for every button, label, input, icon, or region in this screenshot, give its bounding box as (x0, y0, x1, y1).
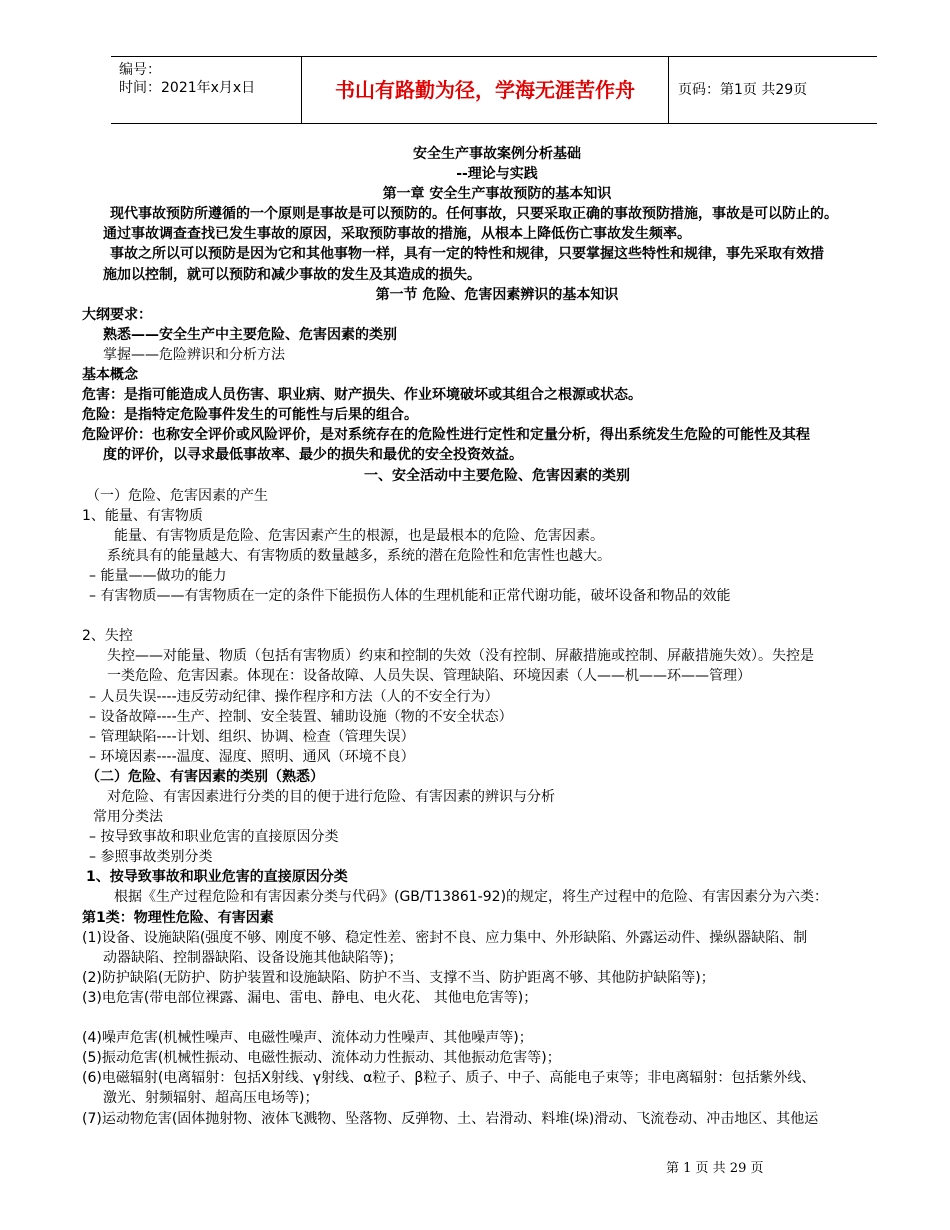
text-line: (5)振动危害(机械性振动、电磁性振动、流体动力性振动、其他振动危害等)； (82, 1050, 561, 1067)
text-line: 掌握——危险辨识和分析方法 (103, 346, 285, 363)
text-line: 施加以控制，就可以预防和减少事故的发生及其造成的损失。 (103, 266, 481, 283)
text-line: – 能量——做功的能力 (89, 567, 227, 584)
text-line: 对危险、有害因素进行分类的目的便于进行危险、有害因素的辨识与分析 (107, 789, 555, 805)
text-line: (4)噪声危害(机械性噪声、电磁性噪声、流体动力性噪声、其他噪声等)； (82, 1030, 533, 1047)
text-line: 动器缺陷、控制器缺陷、设备设施其他缺陷等)； (103, 949, 403, 966)
doc-time-label: 时间：2021年x月x日 (119, 80, 256, 96)
text-line: 危害：是指可能造成人员伤害、职业病、财产损失、作业环境破坏或其组合之根源或状态。 (82, 387, 642, 404)
text-line: 事故之所以可以预防是因为它和其他事物一样，具有一定的特性和规律，只要掌握这些特性和规律，事先采取有效措 (110, 246, 824, 263)
text-line: 一类危险、危害因素。体现在：设备故障、人员失误、管理缺陷、环境因素（人——机——环——管理） (107, 668, 751, 685)
text-line: 熟悉——安全生产中主要危险、危害因素的类别 (103, 326, 397, 343)
text-line: 能量、有害物质是危险、危害因素产生的根源，也是最根本的危险、危害因素。 (114, 527, 604, 544)
text-line: – 按导致事故和职业危害的直接原因分类 (89, 829, 339, 846)
text-line: – 人员失误----违反劳动纪律、操作程序和方法（人的不安全行为） (89, 688, 499, 705)
text-line: 失控——对能量、物质（包括有害物质）约束和控制的失效（没有控制、屏蔽措施或控制、屏蔽措施失效）。失控是 (107, 648, 814, 665)
text-line: --理论与实践 (456, 166, 538, 183)
blank-line (82, 606, 912, 626)
text-line: 系统具有的能量越大、有害物质的数量越多，系统的潜在危险性和危害性也越大。 (107, 547, 611, 564)
text-line: 安全生产事故案例分析基础 (413, 146, 581, 162)
header-page-info: 页码：第1页 共29页 (678, 82, 808, 98)
text-line: (2)防护缺陷(无防护、防护装置和设施缺陷、防护不当、支撑不当、防护距离不够、其他防护缺陷等)； (82, 969, 715, 986)
page-header (111, 56, 877, 124)
text-line: (1)设备、设施缺陷(强度不够、刚度不够、稳定性差、密封不良、应力集中、外形缺陷、外露运动件、操纵器缺陷、制 (82, 929, 808, 946)
text-line: – 参照事故类别分类 (89, 849, 213, 866)
text-line: (7)运动物危害(固体抛射物、液体飞溅物、坠落物、反弹物、土、岩滑动、料堆(垛)滑动、飞流卷动、冲击地区、其他运 (82, 1110, 819, 1127)
text-line: 基本概念 (82, 367, 138, 384)
text-line: 激光、射频辐射、超高压电场等)； (103, 1090, 319, 1107)
text-line: 第1类：物理性危险、有害因素 (82, 909, 274, 926)
text-line: 危险评价：也称安全评价或风险评价，是对系统存在的危险性进行定性和定量分析，得出系统发生危险的可能性及其程 (82, 427, 810, 444)
text-line: 危险：是指特定危险事件发生的可能性与后果的组合。 (82, 407, 418, 424)
text-line: 第一节 危险、危害因素辨识的基本知识 (375, 286, 619, 303)
document-body (82, 144, 912, 1129)
text-line: – 管理缺陷----计划、组织、协调、检查（管理失误） (89, 728, 415, 745)
text-line: 度的评价，以寻求最低事故率、最少的损失和最优的安全投资效益。 (103, 447, 523, 464)
text-line: 1、按导致事故和职业危害的直接原因分类 (86, 869, 348, 886)
text-line: （二）危险、有害因素的类别（熟悉） (86, 768, 324, 785)
text-line: 第一章 安全生产事故预防的基本知识 (382, 186, 612, 203)
text-line: 一、安全活动中主要危险、危害因素的类别 (364, 467, 630, 484)
header-divider (668, 57, 669, 123)
text-line: 根据《生产过程危险和有害因素分类与代码》(GB/T13861-92)的规定，将生产过程中的危险、有害因素分为六类： (114, 889, 829, 906)
header-motto: 书山有路勤为径，学海无涯苦作舟 (335, 78, 635, 102)
text-line: – 环境因素----温度、湿度、照明、通风（环境不良） (89, 748, 415, 765)
text-line: 大纲要求： (82, 306, 152, 323)
text-line: – 有害物质——有害物质在一定的条件下能损伤人体的生理机能和正常代谢功能，破坏设备和物品的效能 (89, 588, 731, 605)
page-footer: 第 1 页 共 29 页 (666, 1161, 764, 1176)
text-line: 现代事故预防所遵循的一个原则是事故是可以预防的。任何事故，只要采取正确的事故预防措施，事故是可以防止的。 (110, 206, 838, 223)
text-line: 常用分类法 (93, 809, 163, 826)
text-line: 1、能量、有害物质 (82, 507, 203, 524)
text-line: – 设备故障----生产、控制、安全装置、辅助设施（物的不安全状态） (89, 708, 513, 725)
text-line: （一）危险、危害因素的产生 (86, 487, 268, 504)
text-line: (6)电磁辐射(电离辐射：包括Χ射线、γ射线、α粒子、β粒子、质子、中子、高能电子束等；非电离辐射：包括紫外线、 (82, 1070, 816, 1087)
blank-line (82, 1008, 912, 1028)
text-line: 通过事故调查查找已发生事故的原因，采取预防事故的措施，从根本上降低伤亡事故发生频率。 (103, 226, 691, 243)
header-meta (119, 61, 255, 97)
text-line: (3)电危害(带电部位裸露、漏电、雷电、静电、电火花、 其他电危害等)； (82, 989, 538, 1006)
doc-number-label: 编号： (119, 62, 161, 78)
text-line: 2、失控 (82, 628, 133, 645)
